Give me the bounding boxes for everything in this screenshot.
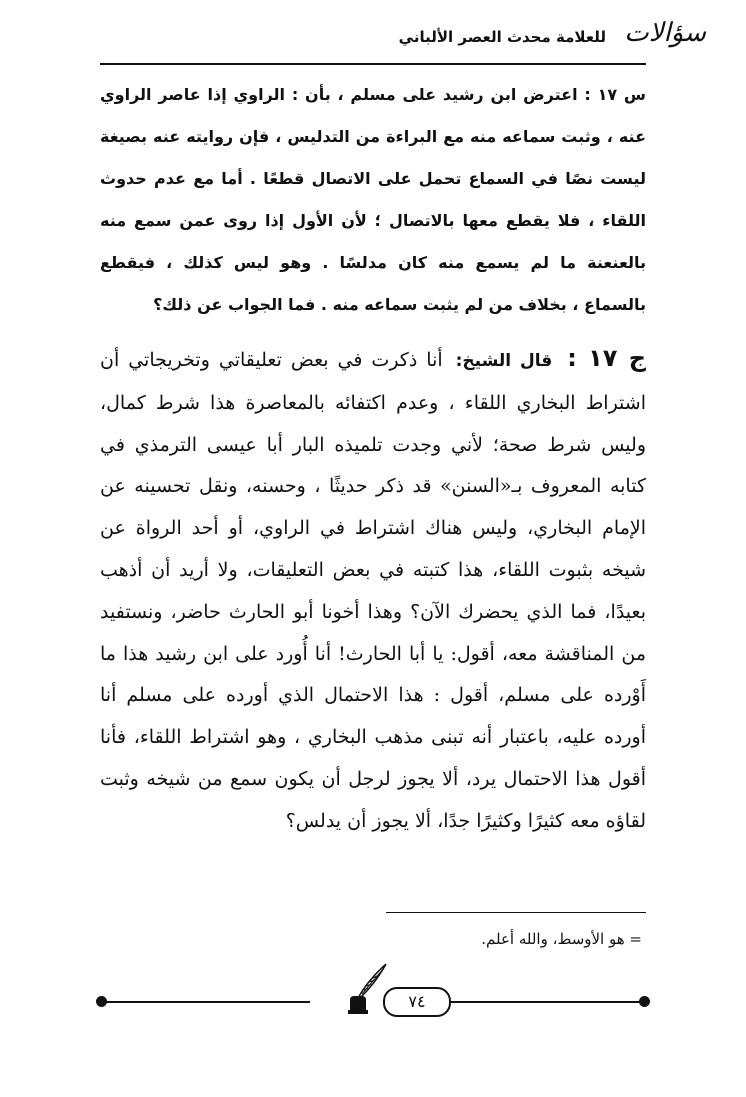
- question-label: س ١٧ :: [584, 85, 646, 104]
- footer-dot-right: [639, 996, 650, 1007]
- footer-line-left: [100, 1001, 310, 1003]
- header-title: للعلامة محدث العصر الألباني: [398, 28, 606, 46]
- question-paragraph: [100, 74, 646, 326]
- page-footer: [100, 960, 646, 1020]
- footer-line-right: [451, 1001, 646, 1003]
- page-header: [100, 18, 706, 62]
- book-logo: سؤالات: [624, 18, 706, 48]
- header-divider: [100, 63, 646, 65]
- page-number: ٧٤: [383, 987, 451, 1017]
- footnote-divider: [386, 912, 646, 913]
- answer-speaker: قال الشيخ:: [455, 351, 553, 371]
- quill-inkwell-icon: [328, 960, 388, 1016]
- answer-paragraph: [100, 338, 646, 843]
- answer-text: أنا ذكرت في بعض تعليقاتي وتخريجاتي أن اشتراط البخاري اللقاء ، وعدم اكتفائه بالمعاصرة هذا شرط كمال، وليس شرط صحة؛ لأني وجدت تلميذه البار أبا عيسى الترمذي في كتابه المعروف بـ«السنن» قد ذكر حديثًا ، وحسنه، ونقل تحسينه عن الإمام البخاري، وليس هناك اشتراط في الراوي، أو أحد الرواة عن شيخه بثبوت اللقاء، هذا كتبته في بعض التعليقات، ولا أريد أن أذهب بعيدًا، فما الذي يحضرك الآن؟ وهذا أخونا أبو الحارث حاضر، ونستفيد من المناقشة معه، أقول: يا أبا الحارث! أنا أُورد على ابن رشيد هذا ما أَوْرده على مسلم، أقول : هذا الاحتمال الذي أورده على مسلم أنا أورده عليه، باعتبار أنه تبنى مذهب البخاري ، وهو اشتراط اللقاء، فأنا أقول هذا الاحتمال يرد، ألا يجوز لرجل أن يكون سمع من شيخه وثبت لقاؤه معه كثيرًا وكثيرًا جدًا، ألا يجوز أن يدلس؟: [100, 349, 646, 832]
- footnote: = هو الأوسط، والله أعلم.: [481, 930, 642, 948]
- question-text: اعترض ابن رشيد على مسلم ، بأن : الراوي إذا عاصر الراوي عنه ، وثبت سماعه منه مع البراءة من التدليس ، فإن روايته عنه بصيغة ليست نصًا في السماع تحمل على الاتصال قطعًا . أما مع عدم حدوث اللقاء ، فلا يقطع معها بالاتصال ؛ لأن الأول إذا روى عمن سمع منه بالعنعنة ما لم يسمع منه كان مدلسًا . وهو ليس كذلك ، فيقطع بالسماع ، بخلاف من لم يثبت سماعه منه . فما الجواب عن ذلك؟: [100, 85, 646, 314]
- answer-label: ج ١٧ :: [567, 344, 647, 372]
